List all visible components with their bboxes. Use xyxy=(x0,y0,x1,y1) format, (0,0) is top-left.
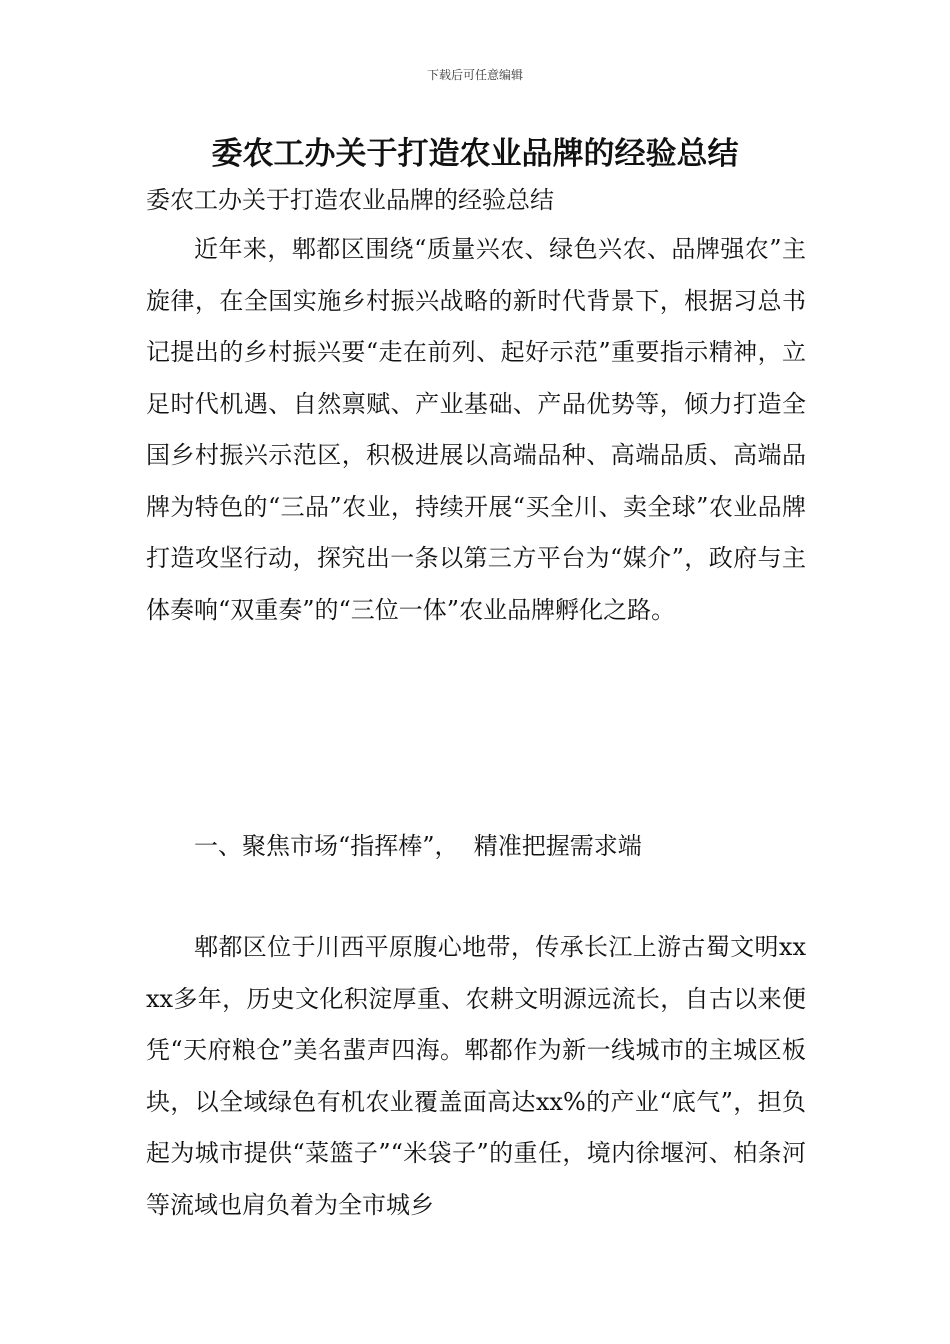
document-title: 委农工办关于打造农业品牌的经验总结 xyxy=(211,136,739,172)
document-subtitle: 委农工办关于打造农业品牌的经验总结 xyxy=(146,186,554,214)
body-paragraph: 郫都区位于川西平原腹心地带，传承长江上游古蜀文明xxxx多年，历史文化积淀厚重、农耕文明源远流长，自古以来便凭“天府粮仓”美名蜚声四海。郫都作为新一线城市的主城区板块，以全域绿色有机农业覆盖面高达xx%的产业“底气”，担负起为城市提供“菜篮子”“米袋子”的重任，境内徐堰河、柏条河等流域也肩负着为全市城乡 xyxy=(146,933,806,1219)
page-header-note: 下载后可任意编辑 xyxy=(426,68,523,82)
body-paragraph: 近年来，郫都区围绕“质量兴农、绿色兴农、品牌强农”主旋律，在全国实施乡村振兴战略的新时代背景下，根据习总书记提出的乡村振兴要“走在前列、起好示范”重要指示精神，立足时代机遇、自然禀赋、产业基础、产品优势等，倾力打造全国乡村振兴示范区，积极进展以高端品种、高端品质、高端品牌为特色的“三品”农业，持续开展“买全川、卖全球”农业品牌打造攻坚行动，探究出一条以第三方平台为“媒介”，政府与主体奏响“双重奏”的“三位一体”农业品牌孵化之路。 xyxy=(146,235,806,624)
section-heading: 一、聚焦市场“指挥棒”， 精准把握需求端 xyxy=(194,832,642,860)
